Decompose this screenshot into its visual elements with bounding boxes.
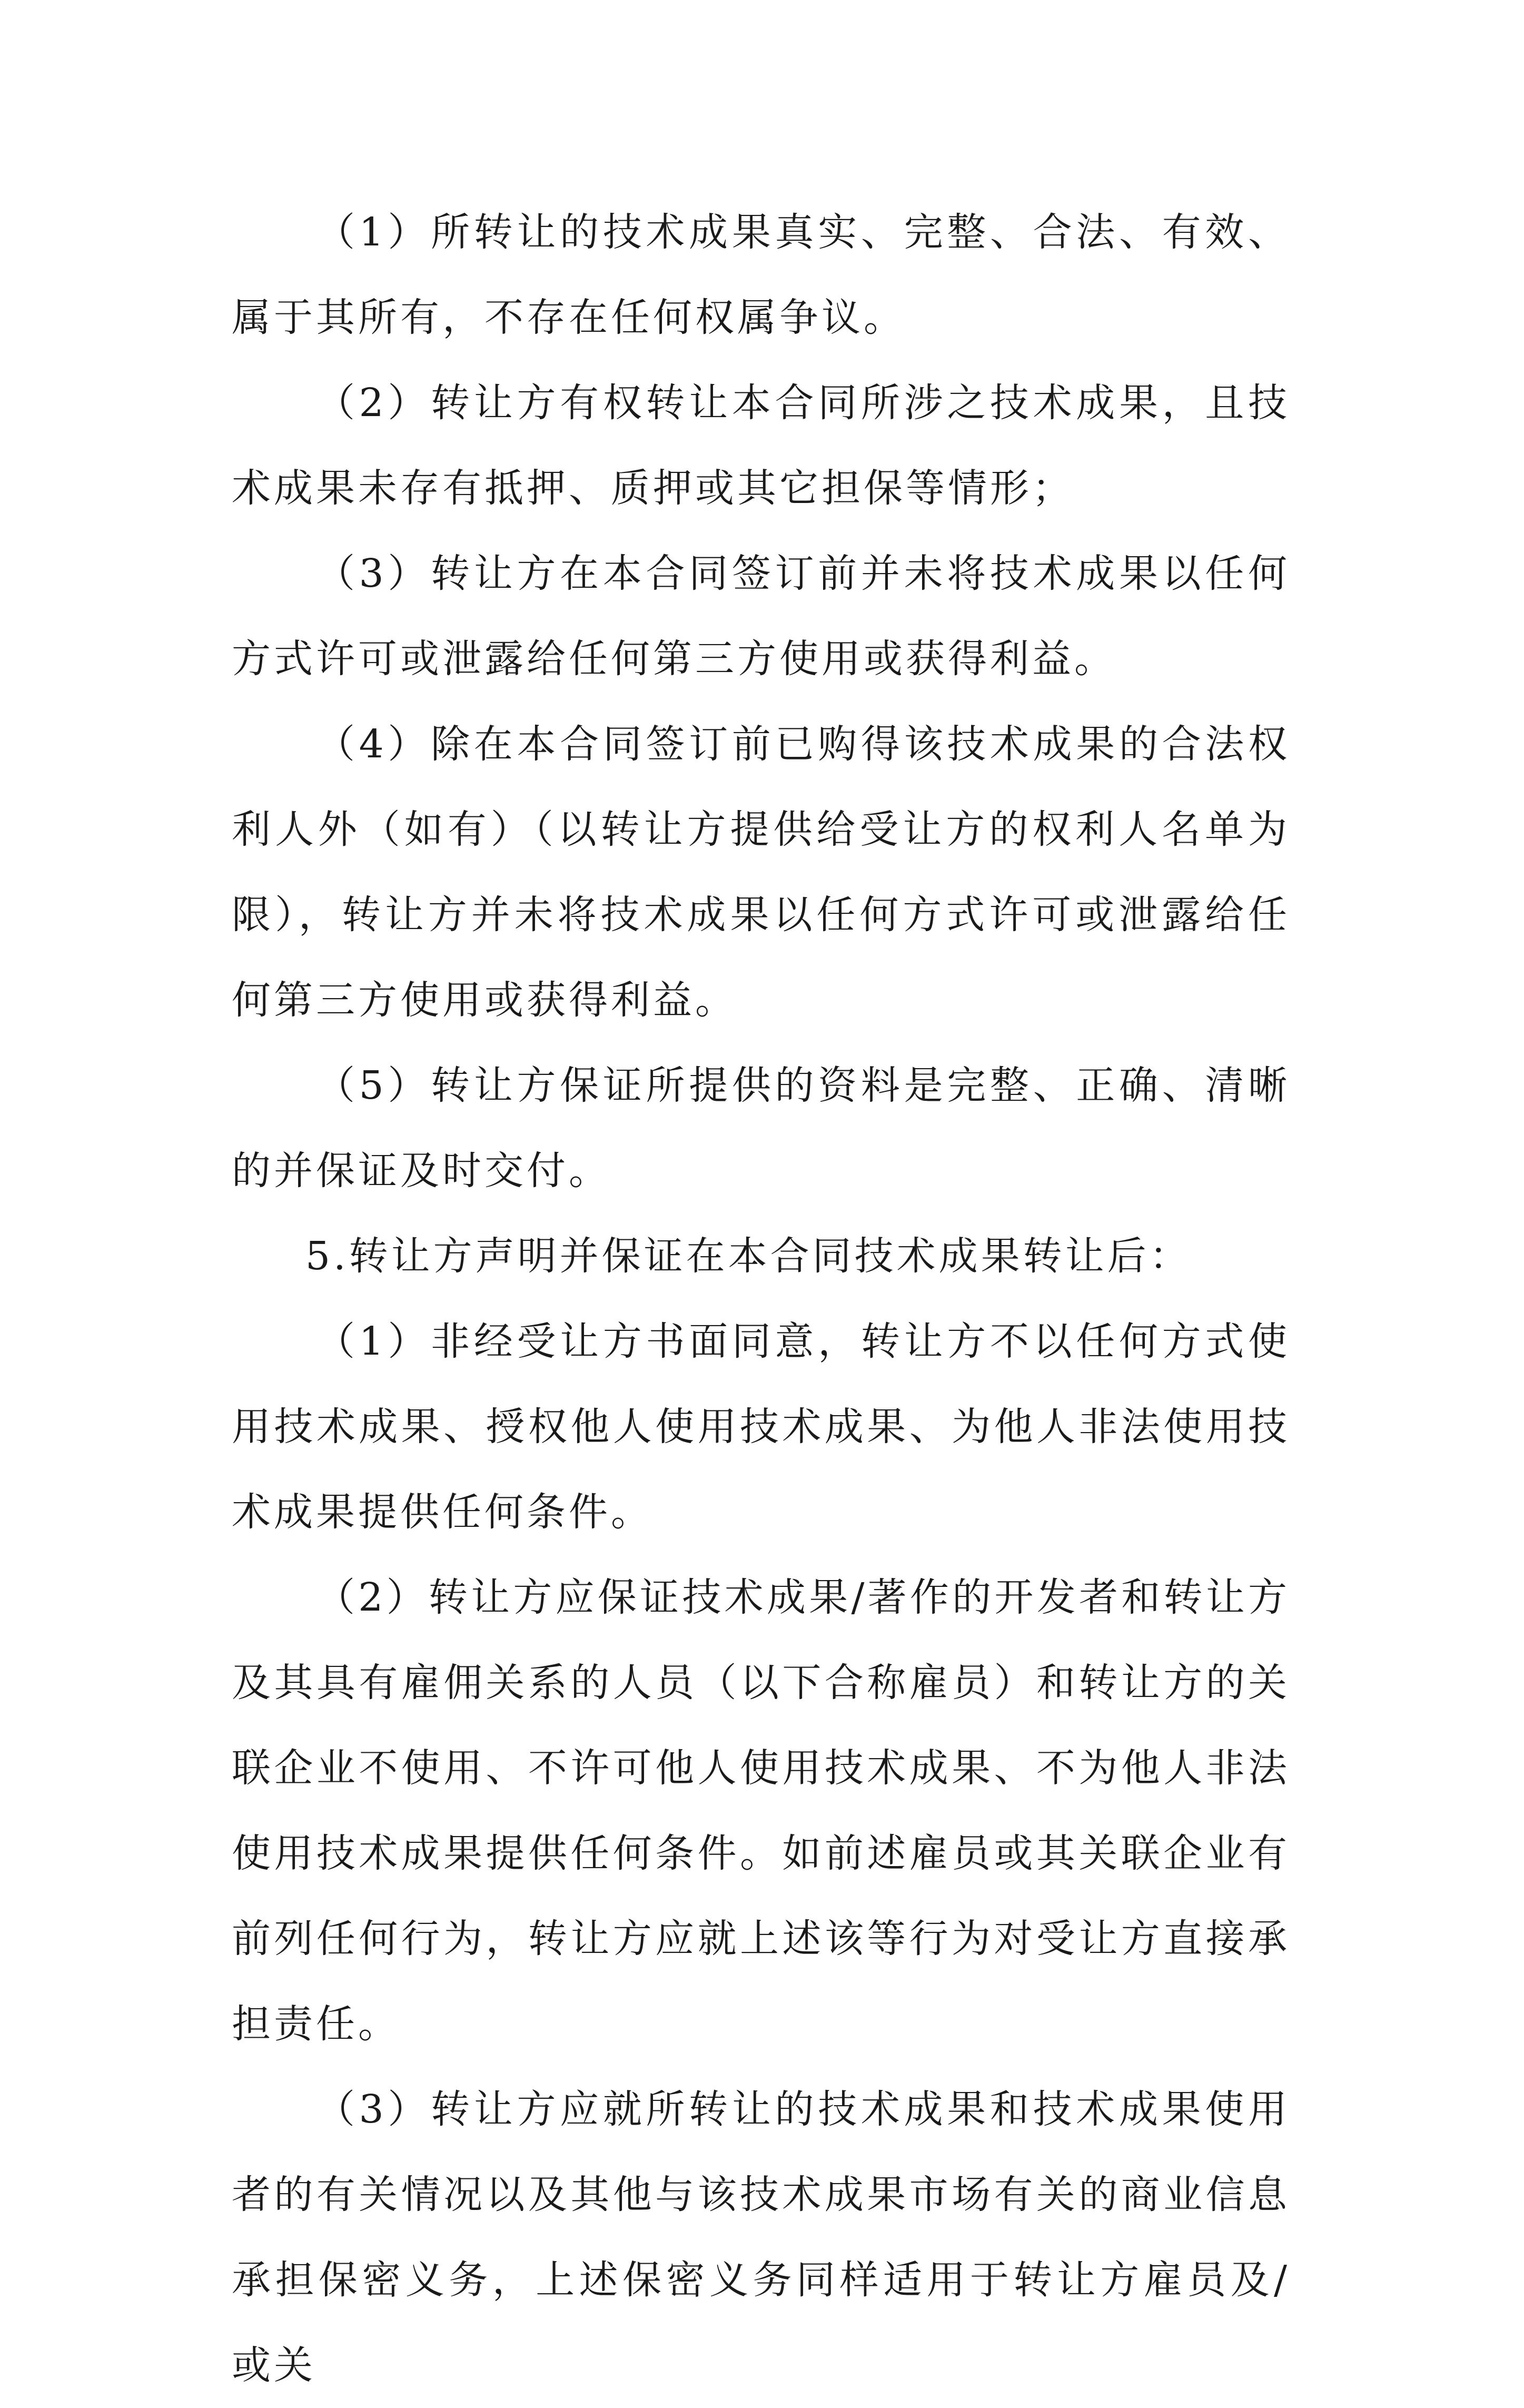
- paragraph-section-5-heading: 5.转让方声明并保证在本合同技术成果转让后：: [305, 1233, 1192, 1279]
- paragraph-clause-4-2: （2）转让方有权转让本合同所涉之技术成果，且技术成果未存有抵押、质押或其它担保等情形；: [232, 380, 1290, 511]
- paragraph-clause-5-2: （2）转让方应保证技术成果/著作的开发者和转让方及其具有雇佣关系的人员（以下合称雇员）和转让方的关联企业不使用、不许可他人使用技术成果、不为他人非法使用技术成果提供任何条件。如前述雇员或其关联企业有前列任何行为，转让方应就上述该等行为对受让方直接承担责任。: [232, 1575, 1290, 2047]
- paragraph-clause-4-1: （1）所转让的技术成果真实、完整、合法、有效、属于其所有，不存在任何权属争议。: [232, 210, 1290, 340]
- paragraph-clause-4-4: （4）除在本合同签订前已购得该技术成果的合法权利人外（如有）（以转让方提供给受让方的权利人名单为限），转让方并未将技术成果以任何方式许可或泄露给任何第三方使用或获得利益。: [232, 722, 1290, 1023]
- paragraph-clause-5-3: （3）转让方应就所转让的技术成果和技术成果使用者的有关情况以及其他与该技术成果市场有关的商业信息承担保密义务，上述保密义务同样适用于转让方雇员及/或关: [232, 2087, 1290, 2388]
- paragraph-clause-4-3: （3）转让方在本合同签订前并未将技术成果以任何方式许可或泄露给任何第三方使用或获得利益。: [232, 551, 1290, 682]
- paragraph-clause-5-1: （1）非经受让方书面同意，转让方不以任何方式使用技术成果、授权他人使用技术成果、为他人非法使用技术成果提供任何条件。: [232, 1319, 1290, 1535]
- paragraph-clause-4-5: （5）转让方保证所提供的资料是完整、正确、清晰的并保证及时交付。: [232, 1063, 1290, 1193]
- document-body: [232, 190, 1290, 2408]
